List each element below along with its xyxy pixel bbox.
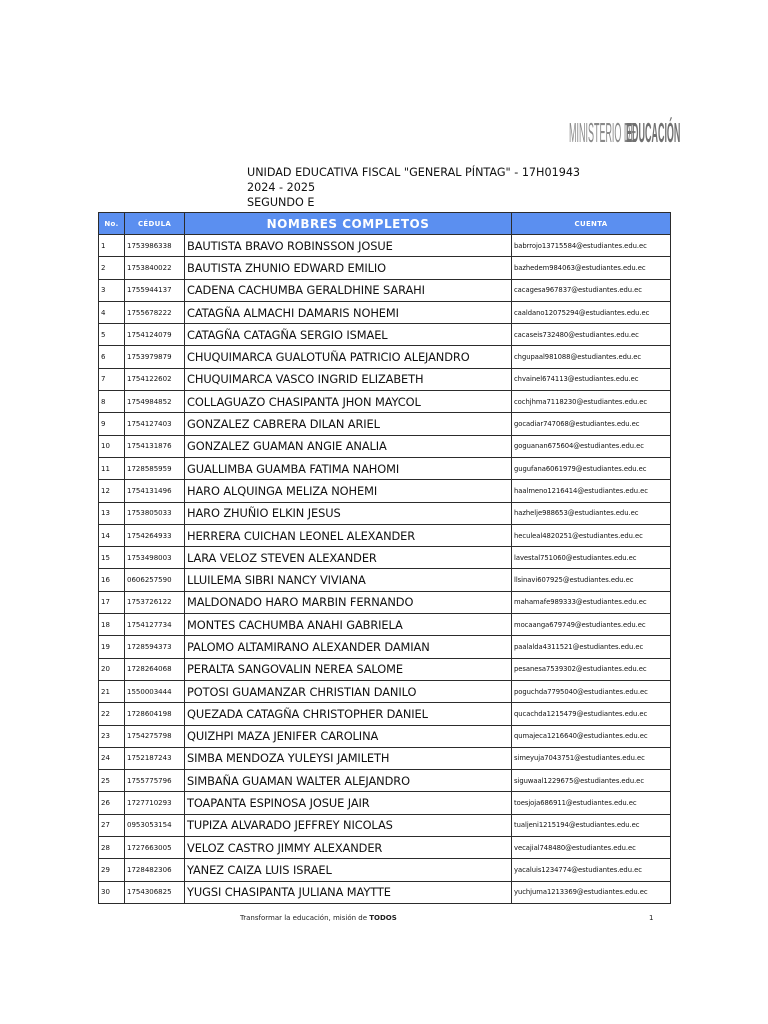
footer-slogan-bold: TODOS <box>369 914 397 922</box>
cell-cedula: 1754264933 <box>125 524 185 546</box>
cell-account-email: cacagesa967837@estudiantes.edu.ec <box>512 279 671 301</box>
table-row <box>99 792 671 814</box>
cell-number: 29 <box>99 859 125 881</box>
page-number: 1 <box>649 914 654 922</box>
cell-account-email: simeyuja7043751@estudiantes.edu.ec <box>512 747 671 769</box>
cell-student-name: GONZALEZ GUAMAN ANGIE ANALIA <box>185 435 512 457</box>
table-row <box>99 770 671 792</box>
table-row <box>99 591 671 613</box>
cell-cedula: 1728482306 <box>125 859 185 881</box>
cell-student-name: PALOMO ALTAMIRANO ALEXANDER DAMIAN <box>185 636 512 658</box>
cell-student-name: MALDONADO HARO MARBIN FERNANDO <box>185 591 512 613</box>
table-row <box>99 547 671 569</box>
cell-student-name: POTOSI GUAMANZAR CHRISTIAN DANILO <box>185 680 512 702</box>
cell-cedula: 1753726122 <box>125 591 185 613</box>
footer-slogan <box>240 914 397 922</box>
cell-number: 26 <box>99 792 125 814</box>
logo-text-ministerio: MINISTERIO DE <box>569 117 637 149</box>
cell-student-name: COLLAGUAZO CHASIPANTA JHON MAYCOL <box>185 391 512 413</box>
cell-number: 19 <box>99 636 125 658</box>
cell-number: 4 <box>99 301 125 323</box>
table-row <box>99 747 671 769</box>
cell-number: 15 <box>99 547 125 569</box>
cell-student-name: GUALLIMBA GUAMBA FATIMA NAHOMI <box>185 457 512 479</box>
cell-account-email: lavestal751060@estudiantes.edu.ec <box>512 547 671 569</box>
cell-number: 2 <box>99 257 125 279</box>
cell-number: 24 <box>99 747 125 769</box>
cell-account-email: chvainel674113@estudiantes.edu.ec <box>512 368 671 390</box>
cell-number: 20 <box>99 658 125 680</box>
column-header-name: NOMBRES COMPLETOS <box>185 213 512 235</box>
table-row <box>99 569 671 591</box>
cell-number: 12 <box>99 480 125 502</box>
cell-number: 8 <box>99 391 125 413</box>
cell-student-name: LARA VELOZ STEVEN ALEXANDER <box>185 547 512 569</box>
cell-number: 3 <box>99 279 125 301</box>
table-row <box>99 391 671 413</box>
cell-number: 17 <box>99 591 125 613</box>
cell-account-email: heculeal4820251@estudiantes.edu.ec <box>512 524 671 546</box>
cell-account-email: babrrojo13715584@estudiantes.edu.ec <box>512 235 671 257</box>
cell-cedula: 1728604198 <box>125 703 185 725</box>
cell-account-email: caaldano12075294@estudiantes.edu.ec <box>512 301 671 323</box>
cell-account-email: yacaluis1234774@estudiantes.edu.ec <box>512 859 671 881</box>
cell-account-email: goguanan675604@estudiantes.edu.ec <box>512 435 671 457</box>
table-row <box>99 881 671 903</box>
cell-cedula: 1754984852 <box>125 391 185 413</box>
cell-account-email: hazhelje988653@estudiantes.edu.ec <box>512 502 671 524</box>
cell-student-name: SIMBAÑA GUAMAN WALTER ALEJANDRO <box>185 770 512 792</box>
cell-cedula: 1728264068 <box>125 658 185 680</box>
cell-number: 9 <box>99 413 125 435</box>
cell-number: 7 <box>99 368 125 390</box>
table-row <box>99 859 671 881</box>
cell-number: 21 <box>99 680 125 702</box>
cell-account-email: siguwaal1229675@estudiantes.edu.ec <box>512 770 671 792</box>
cell-cedula: 1550003444 <box>125 680 185 702</box>
cell-cedula: 1755678222 <box>125 301 185 323</box>
cell-cedula: 1753840022 <box>125 257 185 279</box>
ministerio-educacion-logo <box>566 84 700 152</box>
cell-account-email: vecajial748480@estudiantes.edu.ec <box>512 837 671 859</box>
table-row <box>99 324 671 346</box>
cell-number: 13 <box>99 502 125 524</box>
cell-account-email: tualjeni1215194@estudiantes.edu.ec <box>512 814 671 836</box>
cell-account-email: pesanesa7539302@estudiantes.edu.ec <box>512 658 671 680</box>
grade-section: SEGUNDO E <box>247 196 315 209</box>
cell-student-name: CADENA CACHUMBA GERALDHINE SARAHI <box>185 279 512 301</box>
table-row <box>99 257 671 279</box>
cell-student-name: CHUQUIMARCA GUALOTUÑA PATRICIO ALEJANDRO <box>185 346 512 368</box>
cell-student-name: LLUILEMA SIBRI NANCY VIVIANA <box>185 569 512 591</box>
column-header-account: CUENTA <box>512 213 671 235</box>
table-row <box>99 301 671 323</box>
cell-cedula: 0606257590 <box>125 569 185 591</box>
table-row <box>99 346 671 368</box>
table-header-row <box>99 213 671 235</box>
cell-cedula: 1727710293 <box>125 792 185 814</box>
table-row <box>99 614 671 636</box>
table-row <box>99 725 671 747</box>
table-row <box>99 703 671 725</box>
cell-cedula: 1754275798 <box>125 725 185 747</box>
cell-cedula: 1754127403 <box>125 413 185 435</box>
cell-account-email: mahamafe989333@estudiantes.edu.ec <box>512 591 671 613</box>
table-row <box>99 480 671 502</box>
institution-title: UNIDAD EDUCATIVA FISCAL "GENERAL PÍNTAG" - 17H01943 <box>247 166 581 179</box>
cell-student-name: QUEZADA CATAGÑA CHRISTOPHER DANIEL <box>185 703 512 725</box>
cell-account-email: qucachda1215479@estudiantes.edu.ec <box>512 703 671 725</box>
cell-student-name: SIMBA MENDOZA YULEYSI JAMILETH <box>185 747 512 769</box>
cell-number: 16 <box>99 569 125 591</box>
document-header <box>247 165 580 210</box>
table-row <box>99 502 671 524</box>
cell-number: 1 <box>99 235 125 257</box>
column-header-no: No. <box>99 213 125 235</box>
table-row <box>99 279 671 301</box>
cell-account-email: poguchda7795040@estudiantes.edu.ec <box>512 680 671 702</box>
cell-student-name: TUPIZA ALVARADO JEFFREY NICOLAS <box>185 814 512 836</box>
cell-cedula: 1752187243 <box>125 747 185 769</box>
cell-number: 23 <box>99 725 125 747</box>
cell-student-name: YUGSI CHASIPANTA JULIANA MAYTTE <box>185 881 512 903</box>
cell-account-email: haalmeno1216414@estudiantes.edu.ec <box>512 480 671 502</box>
cell-account-email: paalalda4311521@estudiantes.edu.ec <box>512 636 671 658</box>
cell-student-name: CATAGÑA CATAGÑA SERGIO ISMAEL <box>185 324 512 346</box>
cell-account-email: cacaseis732480@estudiantes.edu.ec <box>512 324 671 346</box>
logo-graphic <box>566 84 700 152</box>
cell-cedula: 1728594373 <box>125 636 185 658</box>
table-row <box>99 524 671 546</box>
table-row <box>99 837 671 859</box>
cell-student-name: YANEZ CAIZA LUIS ISRAEL <box>185 859 512 881</box>
cell-cedula: 1753986338 <box>125 235 185 257</box>
cell-account-email: toesjoja686911@estudiantes.edu.ec <box>512 792 671 814</box>
cell-student-name: BAUTISTA ZHUNIO EDWARD EMILIO <box>185 257 512 279</box>
cell-student-name: GONZALEZ CABRERA DILAN ARIEL <box>185 413 512 435</box>
cell-cedula: 1753805033 <box>125 502 185 524</box>
cell-account-email: cochjhma7118230@estudiantes.edu.ec <box>512 391 671 413</box>
cell-number: 6 <box>99 346 125 368</box>
cell-cedula: 1754131496 <box>125 480 185 502</box>
table-row <box>99 814 671 836</box>
cell-student-name: TOAPANTA ESPINOSA JOSUE JAIR <box>185 792 512 814</box>
cell-cedula: 1754306825 <box>125 881 185 903</box>
cell-cedula: 1755944137 <box>125 279 185 301</box>
cell-student-name: CATAGÑA ALMACHI DAMARIS NOHEMI <box>185 301 512 323</box>
cell-account-email: llsinavi607925@estudiantes.edu.ec <box>512 569 671 591</box>
table-row <box>99 680 671 702</box>
cell-number: 14 <box>99 524 125 546</box>
cell-account-email: chgupaal981088@estudiantes.edu.ec <box>512 346 671 368</box>
cell-account-email: gugufana6061979@estudiantes.edu.ec <box>512 457 671 479</box>
cell-student-name: HERRERA CUICHAN LEONEL ALEXANDER <box>185 524 512 546</box>
student-roster-table <box>98 212 671 904</box>
table-row <box>99 636 671 658</box>
cell-account-email: bazhedem984063@estudiantes.edu.ec <box>512 257 671 279</box>
cell-student-name: BAUTISTA BRAVO ROBINSSON JOSUE <box>185 235 512 257</box>
cell-number: 18 <box>99 614 125 636</box>
cell-number: 22 <box>99 703 125 725</box>
cell-cedula: 1754122602 <box>125 368 185 390</box>
table-row <box>99 435 671 457</box>
cell-number: 27 <box>99 814 125 836</box>
cell-number: 28 <box>99 837 125 859</box>
cell-account-email: qumajeca1216640@estudiantes.edu.ec <box>512 725 671 747</box>
cell-cedula: 1754127734 <box>125 614 185 636</box>
cell-student-name: VELOZ CASTRO JIMMY ALEXANDER <box>185 837 512 859</box>
table-row <box>99 658 671 680</box>
footer-slogan-prefix: Transformar la educación, misión de <box>240 914 368 922</box>
cell-number: 5 <box>99 324 125 346</box>
cell-student-name: MONTES CACHUMBA ANAHI GABRIELA <box>185 614 512 636</box>
cell-student-name: QUIZHPI MAZA JENIFER CAROLINA <box>185 725 512 747</box>
cell-cedula: 1727663005 <box>125 837 185 859</box>
cell-account-email: mocaanga679749@estudiantes.edu.ec <box>512 614 671 636</box>
cell-student-name: HARO ALQUINGA MELIZA NOHEMI <box>185 480 512 502</box>
cell-number: 10 <box>99 435 125 457</box>
column-header-cedula: CÉDULA <box>125 213 185 235</box>
cell-cedula: 1754131876 <box>125 435 185 457</box>
cell-number: 11 <box>99 457 125 479</box>
table-row <box>99 457 671 479</box>
cell-account-email: gocadiar747068@estudiantes.edu.ec <box>512 413 671 435</box>
cell-cedula: 1754124079 <box>125 324 185 346</box>
cell-number: 25 <box>99 770 125 792</box>
cell-student-name: HARO ZHUÑIO ELKIN JESUS <box>185 502 512 524</box>
cell-cedula: 0953053154 <box>125 814 185 836</box>
logo-text-educacion: EDUCACIÓN <box>626 117 681 149</box>
cell-student-name: PERALTA SANGOVALIN NEREA SALOME <box>185 658 512 680</box>
school-year: 2024 - 2025 <box>247 181 316 194</box>
table-row <box>99 235 671 257</box>
table-row <box>99 413 671 435</box>
table-row <box>99 368 671 390</box>
table-body <box>99 235 671 904</box>
cell-number: 30 <box>99 881 125 903</box>
cell-cedula: 1755775796 <box>125 770 185 792</box>
cell-cedula: 1753979879 <box>125 346 185 368</box>
cell-account-email: yuchjuma1213369@estudiantes.edu.ec <box>512 881 671 903</box>
cell-student-name: CHUQUIMARCA VASCO INGRID ELIZABETH <box>185 368 512 390</box>
cell-cedula: 1728585959 <box>125 457 185 479</box>
cell-cedula: 1753498003 <box>125 547 185 569</box>
